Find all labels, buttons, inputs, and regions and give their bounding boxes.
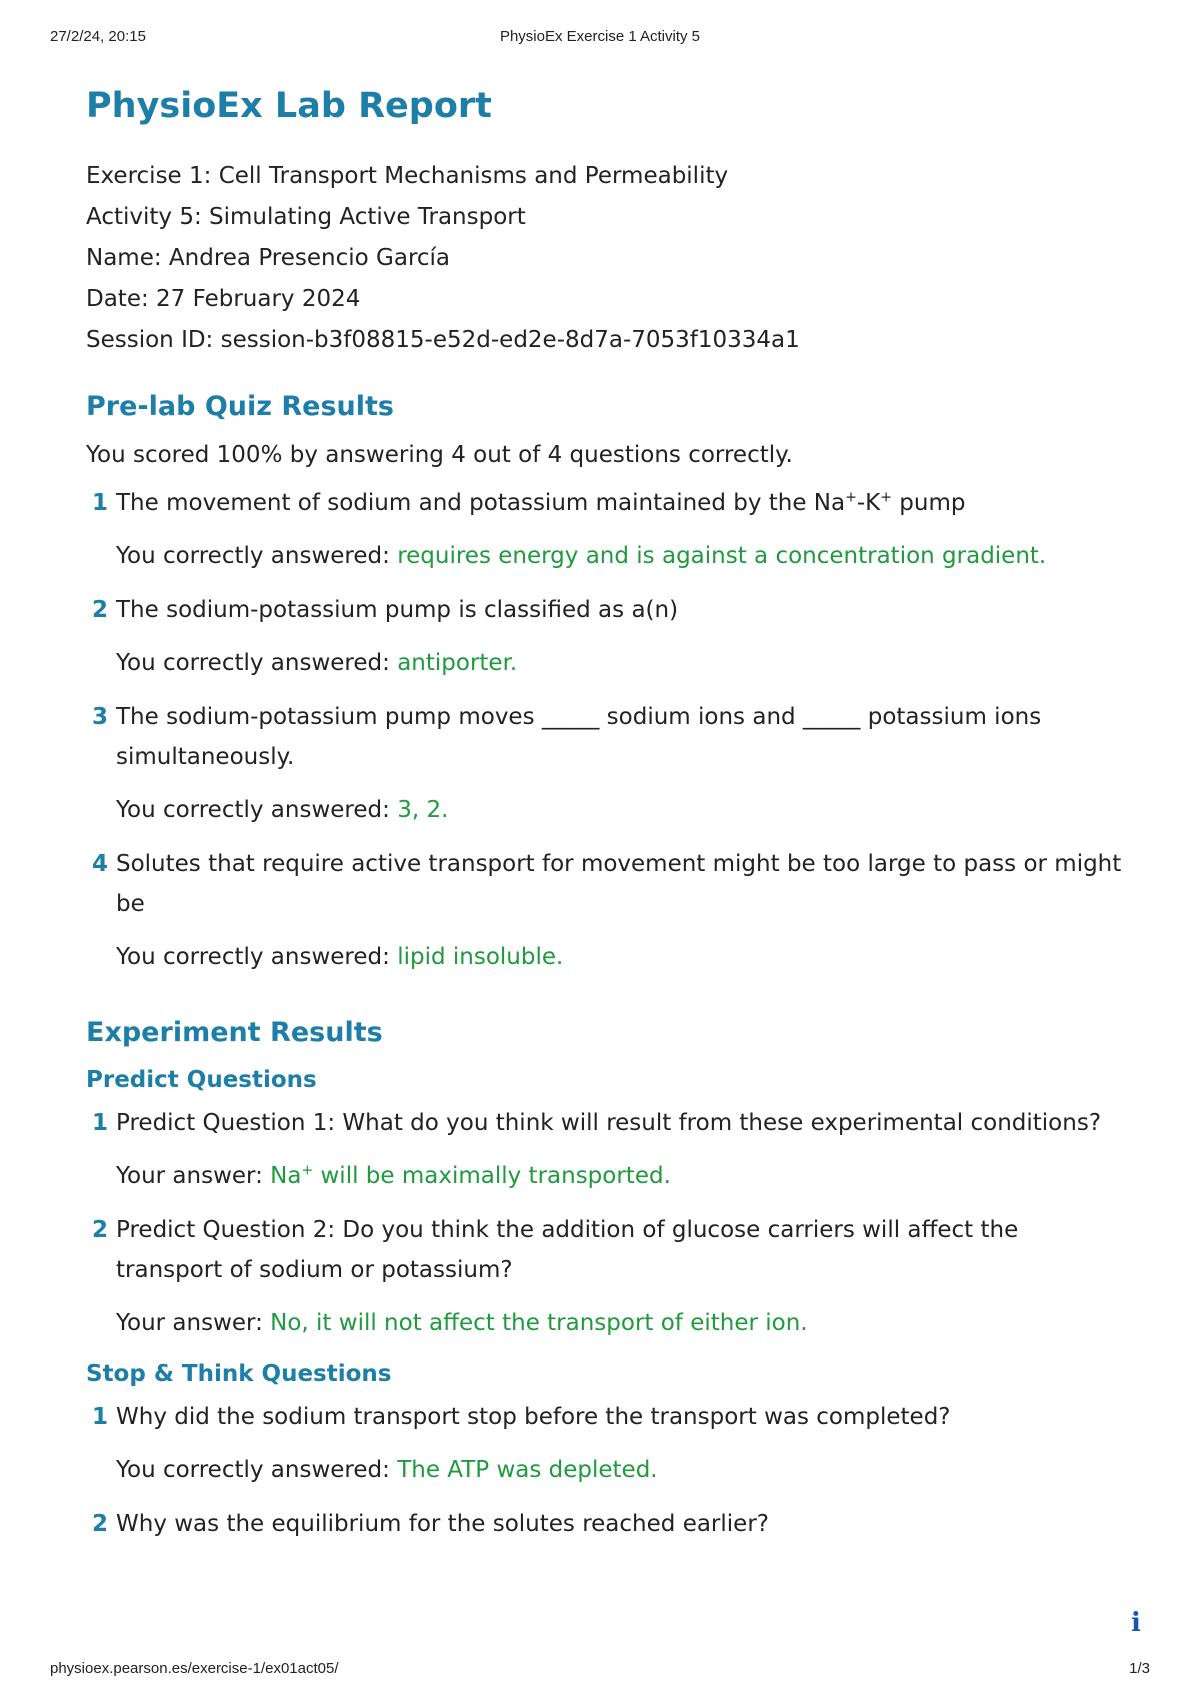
stop-think-question-list — [86, 1397, 1126, 1544]
list-item — [86, 1504, 1126, 1544]
list-item — [86, 590, 1126, 683]
question-answer: You correctly answered: lipid insoluble. — [116, 944, 564, 970]
list-item — [86, 697, 1126, 830]
question-text: Solutes that require active transport for movement might be too large to pass or might be — [116, 851, 1122, 917]
info-icon[interactable]: i — [1131, 1608, 1141, 1638]
activity-line: Activity 5: Simulating Active Transport — [86, 204, 526, 230]
question-number: 2 — [92, 1217, 109, 1243]
answer-value: requires energy and is against a concentration gradient. — [397, 543, 1047, 569]
question-answer: You correctly answered: antiporter. — [116, 650, 518, 676]
question-text: The movement of sodium and potassium maintained by the Na+-K+ pump — [116, 489, 966, 516]
list-item — [86, 1397, 1126, 1490]
prelab-question-list — [86, 483, 1126, 977]
question-text: The sodium-potassium pump moves _____ sodium ions and _____ potassium ions simultaneously. — [116, 704, 1042, 770]
predict-heading: Predict Questions — [86, 1067, 317, 1093]
lab-report — [86, 82, 1126, 1558]
session-line: Session ID: session-b3f08815-e52d-ed2e-8d7a-7053f10334a1 — [86, 327, 800, 353]
question-number: 3 — [92, 704, 109, 730]
date-line: Date: 27 February 2024 — [86, 286, 361, 312]
exercise-line: Exercise 1: Cell Transport Mechanisms and Permeability — [86, 163, 729, 189]
print-header — [50, 28, 1150, 48]
question-text: Why was the equilibrium for the solutes reached earlier? — [116, 1511, 769, 1537]
list-item — [86, 844, 1126, 977]
question-text: Predict Question 1: What do you think will result from these experimental conditions? — [116, 1110, 1102, 1136]
question-number: 1 — [92, 1110, 109, 1136]
list-item — [86, 1103, 1126, 1196]
answer-value: antiporter. — [397, 650, 518, 676]
stop-think-heading: Stop & Think Questions — [86, 1361, 392, 1387]
name-line: Name: Andrea Presencio García — [86, 245, 451, 271]
question-answer: You correctly answered: The ATP was depleted. — [116, 1457, 658, 1483]
question-text: The sodium-potassium pump is classified as a(n) — [116, 597, 679, 623]
prelab-heading: Pre-lab Quiz Results — [86, 391, 394, 422]
prelab-score: You scored 100% by answering 4 out of 4 questions correctly. — [86, 442, 793, 468]
list-item — [86, 483, 1126, 576]
print-footer — [50, 1660, 1150, 1680]
answer-value: Na+ will be maximally transported. — [270, 1162, 671, 1189]
report-title: PhysioEx Lab Report — [86, 86, 492, 126]
question-answer: You correctly answered: requires energy and is against a concentration gradient. — [116, 543, 1047, 569]
question-text: Why did the sodium transport stop before the transport was completed? — [116, 1404, 951, 1430]
predict-question-list — [86, 1103, 1126, 1343]
answer-value: lipid insoluble. — [397, 944, 564, 970]
list-item — [86, 1210, 1126, 1343]
answer-value: 3, 2. — [397, 797, 449, 823]
question-number: 4 — [92, 851, 109, 877]
experiment-heading: Experiment Results — [86, 1017, 383, 1048]
print-page-title: PhysioEx Exercise 1 Activity 5 — [499, 28, 701, 45]
print-page-number: 1/3 — [1129, 1660, 1150, 1677]
answer-value: No, it will not affect the transport of either ion. — [270, 1310, 808, 1336]
question-answer: Your answer: Na+ will be maximally transported. — [116, 1162, 671, 1189]
question-number: 2 — [92, 597, 109, 623]
print-datetime: 27/2/24, 20:15 — [50, 28, 146, 45]
print-url: physioex.pearson.es/exercise-1/ex01act05/ — [50, 1660, 339, 1677]
question-number: 2 — [92, 1511, 109, 1537]
question-text: Predict Question 2: Do you think the addition of glucose carriers will affect the transport of sodium or potassium? — [116, 1217, 1019, 1283]
answer-value: The ATP was depleted. — [397, 1457, 658, 1483]
question-answer: Your answer: No, it will not affect the transport of either ion. — [116, 1310, 808, 1336]
question-number: 1 — [92, 490, 109, 516]
question-answer: You correctly answered: 3, 2. — [116, 797, 449, 823]
question-number: 1 — [92, 1404, 109, 1430]
